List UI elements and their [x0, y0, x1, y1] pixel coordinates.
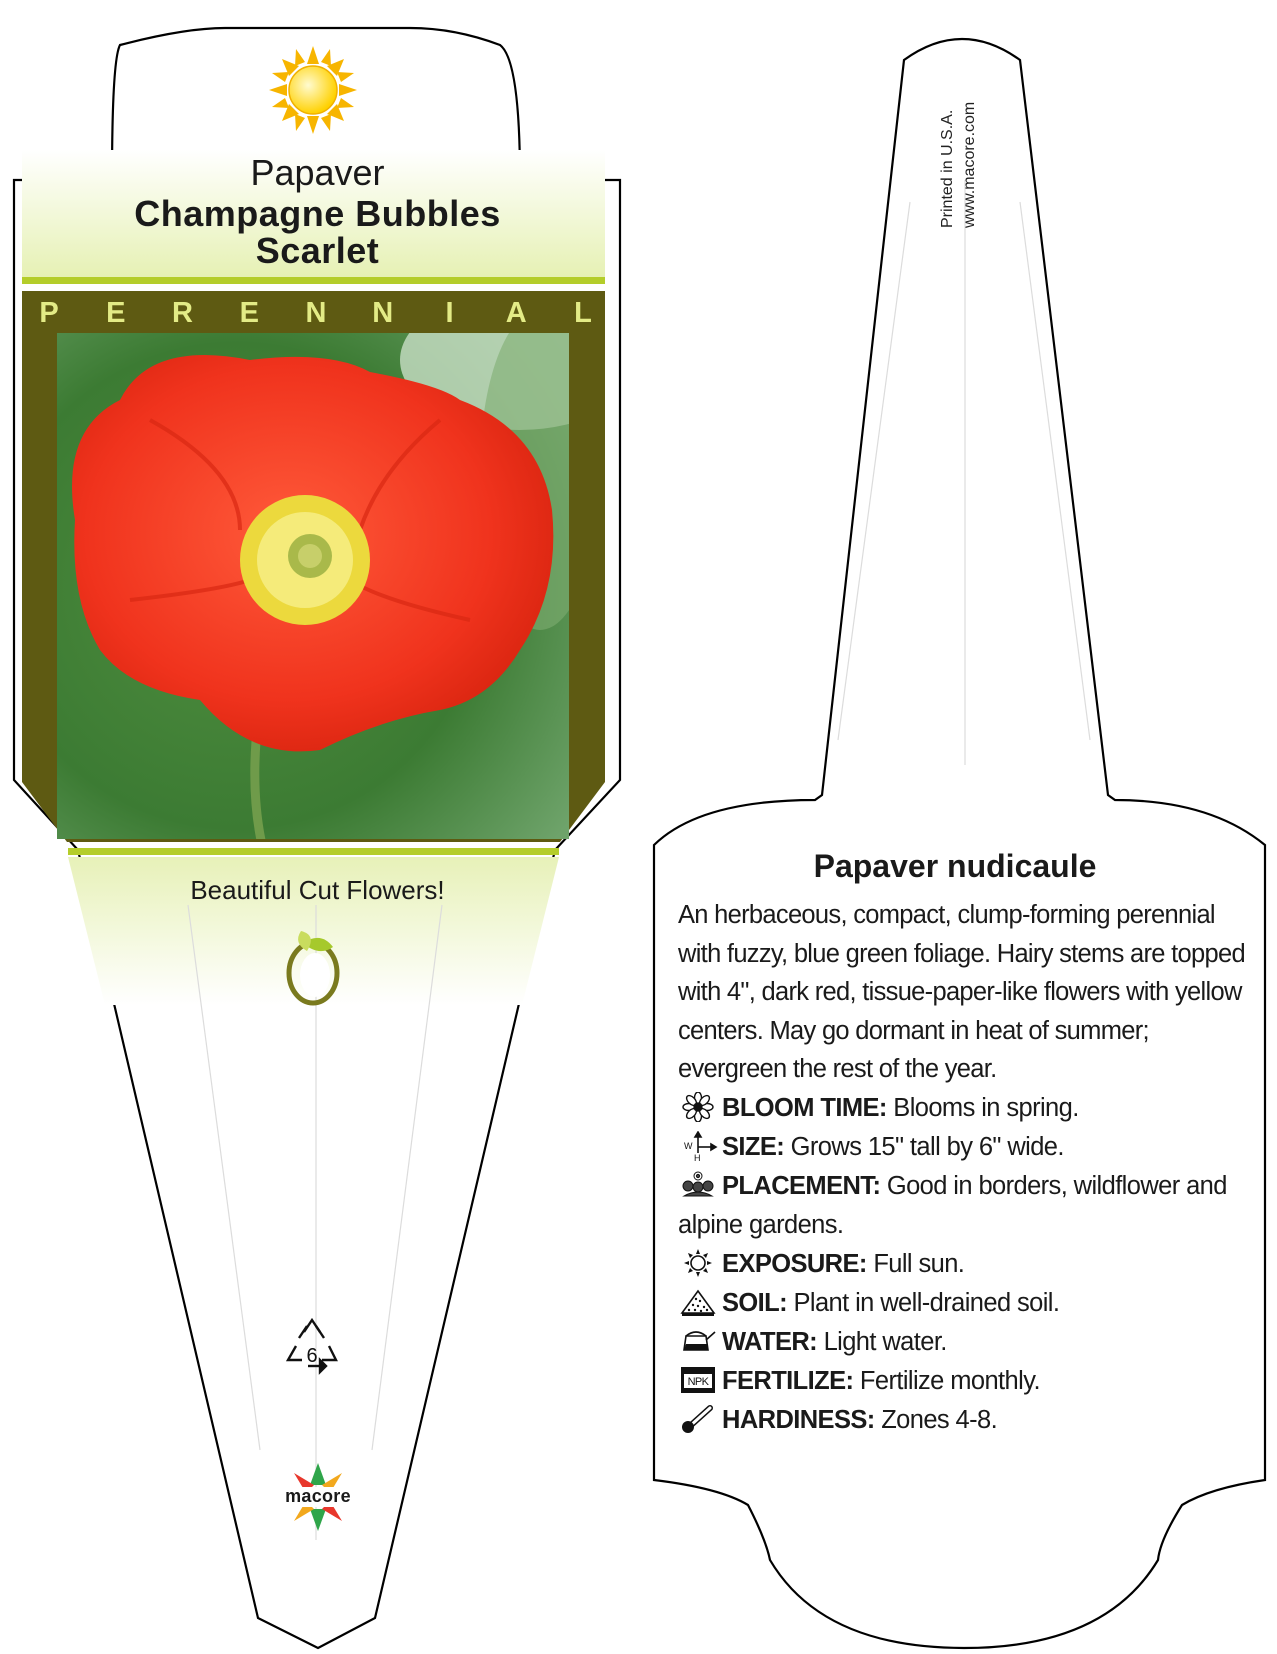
size-arrows-icon: [678, 1131, 718, 1161]
thermometer-icon: [678, 1404, 718, 1434]
attr-size: [678, 1128, 1253, 1167]
attr-soil: [678, 1284, 1253, 1323]
website: www.macore.com: [961, 101, 978, 228]
attr-value: Full sun.: [873, 1250, 965, 1278]
soil-icon: [678, 1287, 718, 1317]
attr-value: Good in borders, wildflower and alpine gardens.: [678, 1172, 1227, 1239]
attr-label: HARDINESS:: [722, 1406, 875, 1434]
plant-genus: Papaver: [250, 152, 385, 193]
attr-value: Zones 4-8.: [881, 1406, 998, 1434]
category-letter: N: [305, 297, 327, 329]
printer-info: [937, 58, 993, 228]
attr-label: PLACEMENT:: [722, 1172, 881, 1200]
category-letter: E: [106, 297, 126, 329]
brand-name: macore: [285, 1486, 351, 1506]
top-accent-line: [22, 277, 605, 284]
attr-label: EXPOSURE:: [722, 1250, 867, 1278]
category-letter: I: [445, 297, 454, 329]
recycle-number: 6: [306, 1345, 318, 1367]
placement-icon: [678, 1170, 718, 1200]
tagline: Beautiful Cut Flowers!: [190, 875, 445, 905]
attr-label: SOIL:: [722, 1289, 787, 1317]
printed-in: Printed in U.S.A.: [939, 109, 956, 228]
category-letter: N: [372, 297, 394, 329]
bottom-accent-line: [68, 848, 559, 855]
attr-bloom-time: [678, 1089, 1253, 1128]
sun-icon: [269, 46, 357, 134]
watering-can-icon: [678, 1326, 718, 1356]
npk-icon: [678, 1365, 718, 1395]
attr-value: Light water.: [823, 1328, 947, 1356]
sun-icon: [678, 1248, 718, 1278]
svg-text:W: W: [684, 1141, 692, 1151]
category-letter: R: [172, 297, 193, 329]
plant-variety-line1: Champagne Bubbles: [134, 193, 501, 234]
attr-value: Grows 15" tall by 6" wide.: [790, 1133, 1064, 1161]
attr-exposure: [678, 1245, 1253, 1284]
attr-label: FERTILIZE:: [722, 1367, 854, 1395]
category-letter: E: [239, 297, 259, 329]
category-letter: A: [505, 297, 527, 329]
attr-label: WATER:: [722, 1328, 818, 1356]
attr-label: SIZE:: [722, 1133, 785, 1161]
attr-value: Fertilize monthly.: [859, 1367, 1040, 1395]
plant-variety-line2: Scarlet: [255, 230, 380, 271]
attr-label: BLOOM TIME:: [722, 1094, 887, 1122]
flower-icon: [678, 1092, 718, 1122]
attr-water: [678, 1323, 1253, 1362]
category-letter: L: [574, 297, 592, 329]
flower-photo: [57, 290, 640, 845]
category-letter: P: [39, 297, 59, 329]
category-label: [36, 297, 596, 333]
attr-fertilize: [678, 1362, 1253, 1401]
plant-description: An herbaceous, compact, clump-forming perennial with fuzzy, blue green foliage. Hairy stems are topped with 4", dark red, tissue-paper-like flowers with yellow centers. May go dormant in heat of summer; evergreen the rest of the year.: [678, 901, 1245, 1083]
svg-text:H: H: [694, 1153, 700, 1161]
attr-placement: [678, 1167, 1253, 1244]
attr-value: Blooms in spring.: [893, 1094, 1079, 1122]
attr-hardiness: [678, 1401, 1253, 1440]
attr-value: Plant in well-drained soil.: [793, 1289, 1060, 1317]
npk-text: NPK: [687, 1376, 709, 1388]
scientific-name: Papaver nudicaule: [813, 848, 1097, 884]
